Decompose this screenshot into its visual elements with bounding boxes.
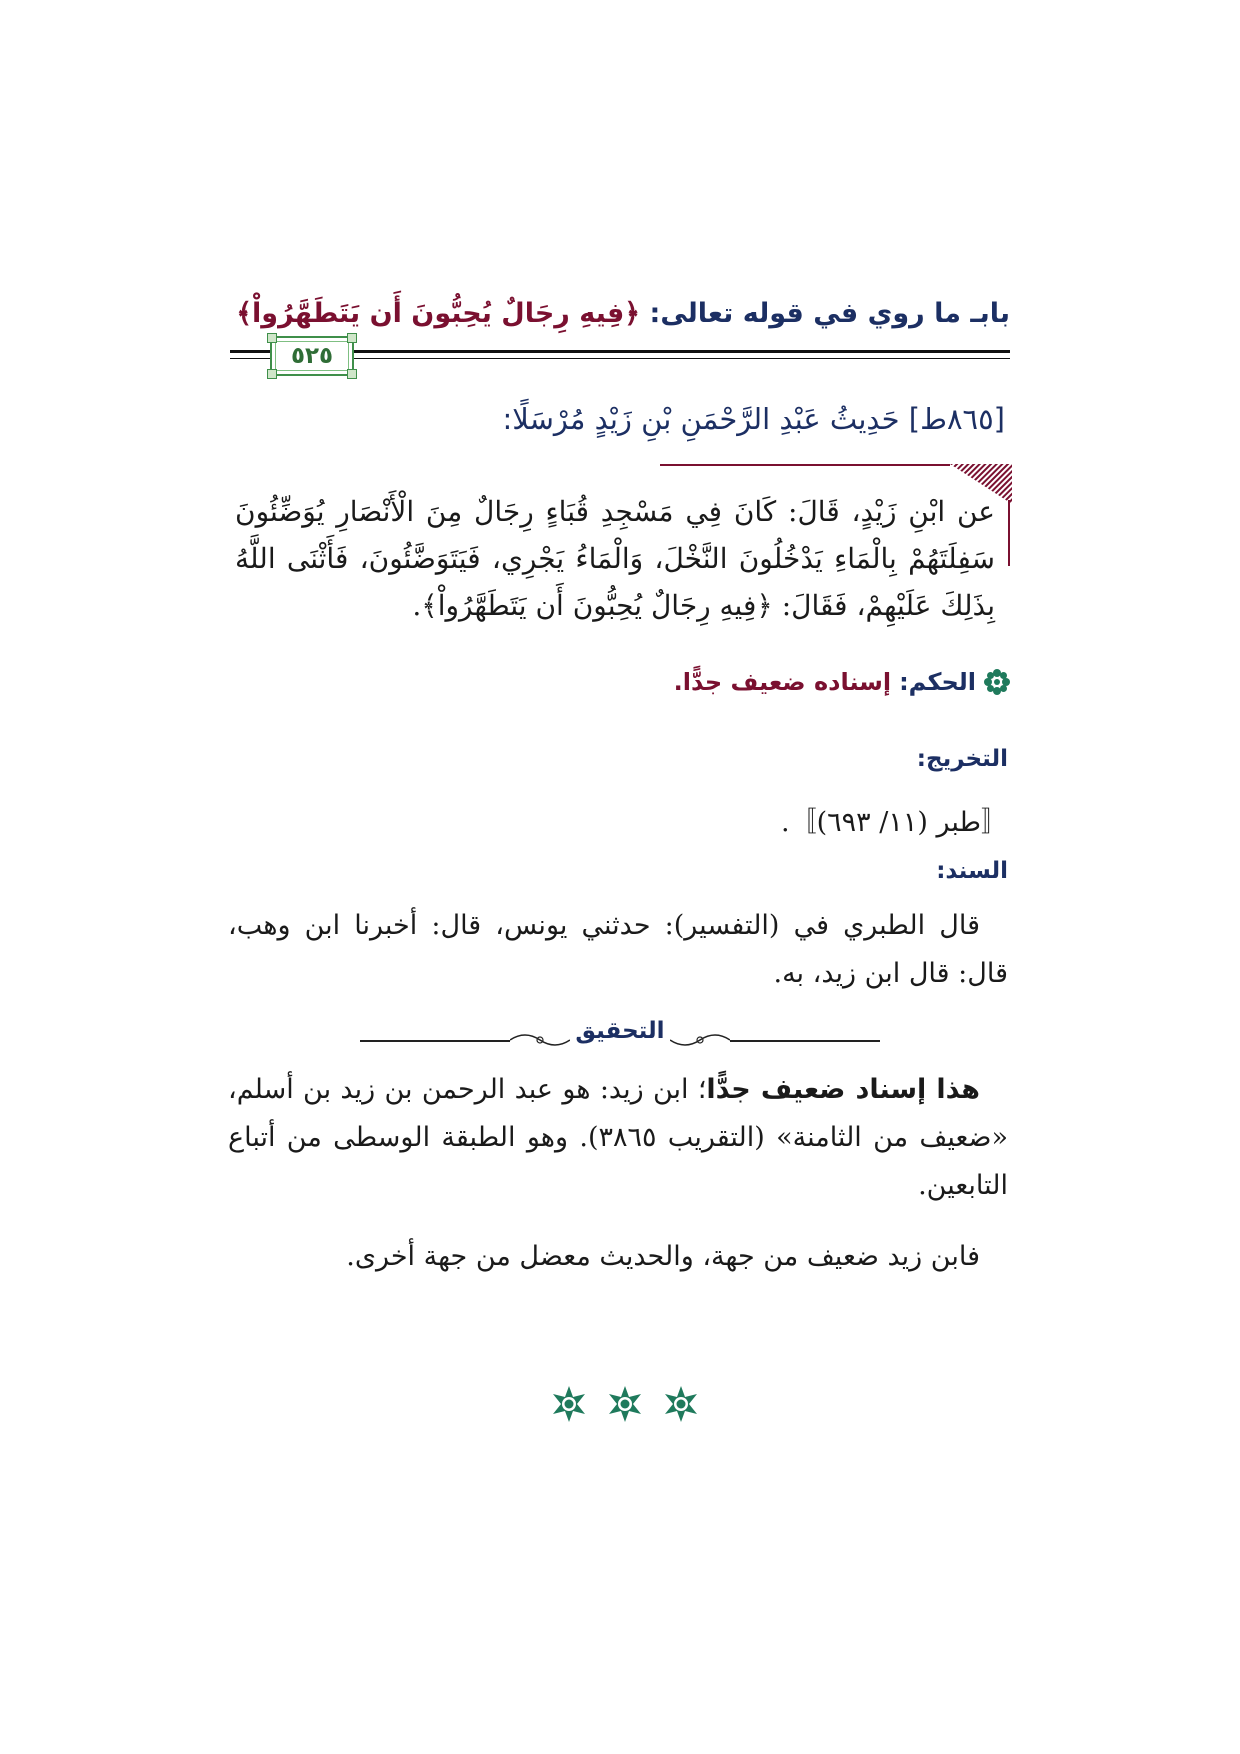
- star-flower-icon: [550, 1385, 588, 1423]
- takhrij-reference: 〚طبر (١١/ ٦٩٣)〛.: [781, 807, 1008, 838]
- tahqiq-para1-text: ؛ ابن زيد: هو عبد الرحمن بن زيد بن أسلم، «ضعيف من الثامنة» (التقريب ٣٨٦٥). وهو الطبقة الوسطى من أتباع التابعين.: [228, 1074, 1008, 1201]
- flower-ornament-icon: [984, 669, 1010, 695]
- tahqiq-paragraph-1: [228, 1066, 1008, 1210]
- page-header: [230, 298, 1010, 378]
- page-number: ٥٢٥: [290, 343, 334, 369]
- frame-corner-ornament: [347, 333, 357, 343]
- matn-text: عن ابْنِ زَيْدٍ، قَالَ: كَانَ فِي مَسْجِدِ قُبَاءٍ رِجَالٌ مِنَ الْأَنْصَارِ يُوَضِّئُونَ سَفِلَتَهُمْ بِالْمَاءِ يَدْخُلُونَ النَّخْلَ، وَالْمَاءُ يَجْرِي، فَيَتَوَضَّئُونَ، فَأَثْنَى اللَّهُ بِذَلِكَ عَلَيْهِمْ، فَقَالَ:: [235, 495, 995, 622]
- page-number-frame: [270, 336, 354, 376]
- takhrij-label: التخريج:: [916, 746, 1008, 772]
- matn-end: .: [412, 589, 422, 622]
- tahqiq-divider: [360, 1018, 880, 1058]
- hadith-matn: [235, 488, 995, 629]
- heading-underline: [660, 464, 950, 466]
- frame-corner-ornament: [347, 369, 357, 379]
- ruling-value: إسناده ضعيف جدًّا.: [673, 668, 892, 696]
- tahqiq-para2-text: فابن زيد ضعيف من جهة، والحديث معضل من جهة أخرى.: [346, 1241, 980, 1272]
- sanad-text-content: قال الطبري في (التفسير): حدثني يونس، قال: أخبرنا ابن وهب، قال: قال ابن زيد، به.: [228, 910, 1008, 989]
- frame-corner-ornament: [267, 369, 277, 379]
- tahqiq-lead: هذا إسناد ضعيف جدًّا: [706, 1074, 980, 1105]
- frame-corner-ornament: [267, 333, 277, 343]
- tahqiq-paragraph-2: [228, 1233, 1008, 1281]
- tahqiq-title: التحقيق: [575, 1018, 665, 1044]
- ruling-label: الحكم:: [899, 668, 976, 696]
- sanad-label: السند:: [936, 858, 1008, 884]
- matn-verse: ﴿فِيهِ رِجَالٌ يُحِبُّونَ أَن يَتَطَهَّرُواْ﴾: [421, 589, 773, 622]
- star-flower-icon: [662, 1385, 700, 1423]
- sanad-text: [228, 902, 1008, 998]
- matn-side-rule: [1008, 500, 1010, 566]
- hadith-heading: [٨٦٥ط] حَدِيثُ عَبْدِ الرَّحْمَنِ بْنِ زَيْدٍ مُرْسَلًا:: [502, 402, 1005, 436]
- end-ornaments: [550, 1385, 700, 1425]
- chapter-title-prefix: بابـ ما روي في قوله تعالى:: [640, 298, 1010, 329]
- chapter-title-verse: ﴿فِيهِ رِجَالٌ يُحِبُّونَ أَن يَتَطَهَّرُواْ﴾: [236, 298, 641, 329]
- star-flower-icon: [606, 1385, 644, 1423]
- ruling-line: [230, 668, 1010, 696]
